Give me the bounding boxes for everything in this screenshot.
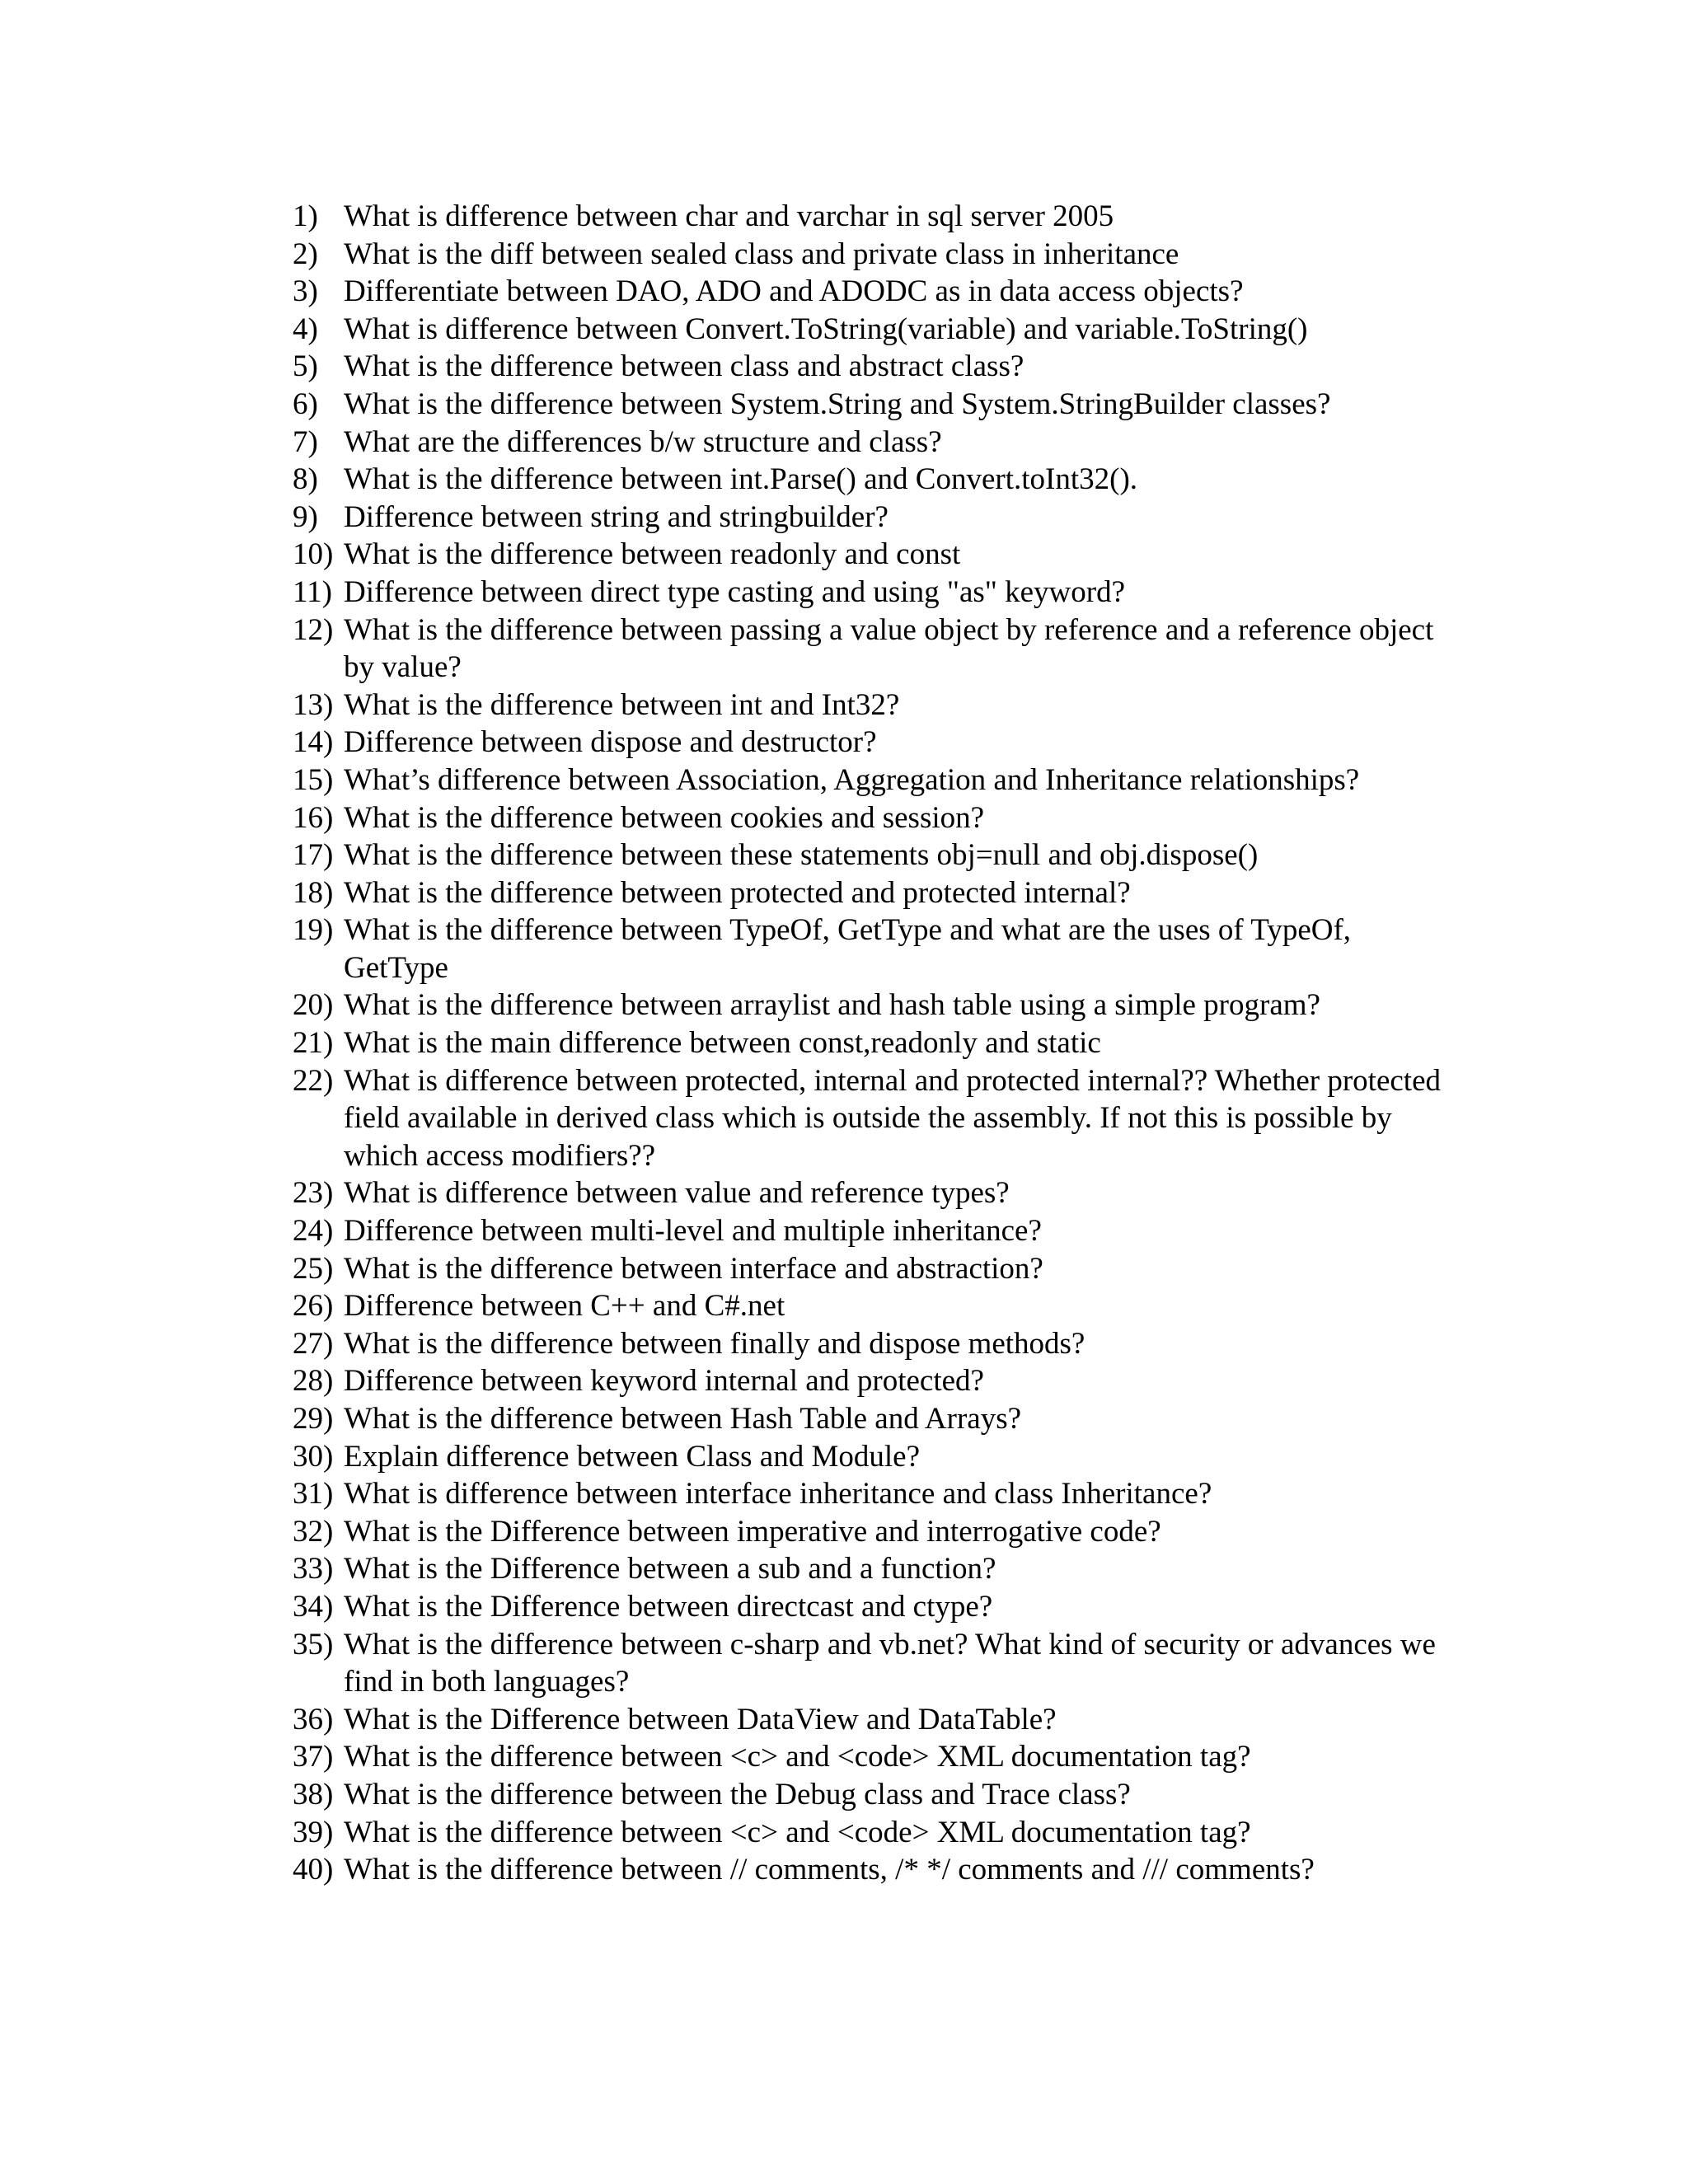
question-item-21 bbox=[293, 1024, 1447, 1062]
question-item-12 bbox=[293, 612, 1447, 687]
question-item-18 bbox=[293, 874, 1447, 912]
question-text: Difference between keyword internal and protected? bbox=[344, 1364, 984, 1399]
question-text: What is the difference between Hash Table and Arrays? bbox=[344, 1402, 1022, 1436]
question-item-27 bbox=[293, 1325, 1447, 1363]
question-text: What is difference between interface inheritance and class Inheritance? bbox=[344, 1477, 1212, 1511]
question-text: What is the difference between <c> and <code> XML documentation tag? bbox=[344, 1740, 1251, 1774]
question-number: 10) bbox=[293, 537, 334, 572]
question-text: What is the difference between passing a value object by reference and a reference object by value? bbox=[344, 612, 1434, 685]
question-item-35 bbox=[293, 1626, 1447, 1701]
question-item-15 bbox=[293, 762, 1447, 799]
question-text: What is the difference between finally and dispose methods? bbox=[344, 1326, 1085, 1361]
question-number: 16) bbox=[293, 800, 334, 835]
question-number: 5) bbox=[293, 349, 318, 384]
question-item-2 bbox=[293, 236, 1447, 274]
question-text: What is the Difference between imperative and interrogative code? bbox=[344, 1514, 1161, 1549]
question-item-31 bbox=[293, 1475, 1447, 1513]
question-item-17 bbox=[293, 837, 1447, 874]
question-number: 39) bbox=[293, 1815, 334, 1849]
question-text: What is difference between Convert.ToString(variable) and variable.ToString() bbox=[344, 312, 1308, 346]
question-item-28 bbox=[293, 1362, 1447, 1400]
question-number: 19) bbox=[293, 913, 334, 948]
question-number: 33) bbox=[293, 1552, 334, 1586]
question-item-10 bbox=[293, 536, 1447, 574]
question-text: What is the Difference between a sub and a function? bbox=[344, 1552, 996, 1586]
question-text: What is the difference between c-sharp and vb.net? What kind of security or advances we find in both languages? bbox=[344, 1627, 1436, 1699]
question-item-8 bbox=[293, 461, 1447, 499]
question-number: 20) bbox=[293, 988, 334, 1023]
question-text: What is difference between value and reference types? bbox=[344, 1176, 1010, 1211]
question-text: Difference between dispose and destructor? bbox=[344, 725, 877, 760]
question-number: 12) bbox=[293, 612, 334, 647]
question-item-3 bbox=[293, 273, 1447, 311]
question-text: What’s difference between Association, Aggregation and Inheritance relationships? bbox=[344, 762, 1360, 797]
question-text: Difference between string and stringbuilder? bbox=[344, 499, 889, 534]
question-item-25 bbox=[293, 1250, 1447, 1288]
question-item-11 bbox=[293, 574, 1447, 612]
question-text: What is the difference between System.String and System.StringBuilder classes? bbox=[344, 387, 1331, 421]
question-item-20 bbox=[293, 987, 1447, 1024]
question-number: 22) bbox=[293, 1063, 334, 1098]
question-number: 36) bbox=[293, 1702, 334, 1736]
question-text: What is difference between char and varchar in sql server 2005 bbox=[344, 199, 1114, 233]
question-number: 18) bbox=[293, 875, 334, 910]
question-text: What is the difference between arraylist and hash table using a simple program? bbox=[344, 988, 1320, 1023]
question-text: What is the difference between TypeOf, GetType and what are the uses of TypeOf, GetType bbox=[344, 913, 1352, 985]
question-text: What is the difference between class and abstract class? bbox=[344, 349, 1025, 384]
question-item-1 bbox=[293, 198, 1447, 236]
question-item-32 bbox=[293, 1513, 1447, 1551]
question-number: 37) bbox=[293, 1740, 334, 1774]
question-item-33 bbox=[293, 1550, 1447, 1588]
question-item-4 bbox=[293, 311, 1447, 349]
question-item-34 bbox=[293, 1588, 1447, 1626]
question-number: 8) bbox=[293, 462, 318, 497]
question-number: 23) bbox=[293, 1176, 334, 1211]
question-item-6 bbox=[293, 386, 1447, 424]
question-item-16 bbox=[293, 799, 1447, 837]
question-text: What are the differences b/w structure and class? bbox=[344, 424, 942, 459]
question-text: What is difference between protected, internal and protected internal?? Whether protected field available in derived class which is outside the assembly. If not this is possible by which access modifiers?? bbox=[344, 1063, 1442, 1173]
question-text: What is the Difference between directcast and ctype? bbox=[344, 1589, 993, 1624]
question-number: 24) bbox=[293, 1214, 334, 1249]
question-text: What is the difference between these statements obj=null and obj.dispose() bbox=[344, 838, 1259, 873]
question-text: What is the difference between cookies and session? bbox=[344, 800, 985, 835]
question-number: 14) bbox=[293, 725, 334, 760]
question-text: What is the difference between // comments, /* */ comments and /// comments? bbox=[344, 1853, 1315, 1887]
question-item-36 bbox=[293, 1701, 1447, 1739]
question-number: 3) bbox=[293, 274, 318, 309]
question-number: 25) bbox=[293, 1251, 334, 1286]
question-item-24 bbox=[293, 1212, 1447, 1250]
question-number: 34) bbox=[293, 1589, 334, 1624]
question-number: 9) bbox=[293, 499, 318, 534]
question-text: Differentiate between DAO, ADO and ADODC as in data access objects? bbox=[344, 274, 1244, 309]
question-item-26 bbox=[293, 1287, 1447, 1325]
question-text: What is the difference between <c> and <code> XML documentation tag? bbox=[344, 1815, 1251, 1849]
question-number: 29) bbox=[293, 1402, 334, 1436]
question-number: 2) bbox=[293, 237, 318, 271]
question-text: What is the difference between readonly and const bbox=[344, 537, 961, 572]
question-text: Difference between multi-level and multiple inheritance? bbox=[344, 1214, 1042, 1249]
question-list bbox=[293, 198, 1447, 1889]
question-number: 28) bbox=[293, 1364, 334, 1399]
question-text: What is the difference between int and Int32? bbox=[344, 687, 900, 722]
question-number: 35) bbox=[293, 1627, 334, 1661]
question-text: What is the Difference between DataView and DataTable? bbox=[344, 1702, 1057, 1736]
question-item-9 bbox=[293, 499, 1447, 537]
question-text: What is the difference between the Debug class and Trace class? bbox=[344, 1777, 1131, 1811]
question-item-5 bbox=[293, 348, 1447, 386]
question-item-37 bbox=[293, 1738, 1447, 1776]
question-text: What is the difference between int.Parse() and Convert.toInt32(). bbox=[344, 462, 1138, 497]
question-text: Difference between C++ and C#.net bbox=[344, 1289, 785, 1324]
question-text: Explain difference between Class and Module? bbox=[344, 1439, 920, 1474]
question-item-38 bbox=[293, 1776, 1447, 1814]
question-text: What is the diff between sealed class and private class in inheritance bbox=[344, 237, 1179, 271]
question-item-22 bbox=[293, 1062, 1447, 1175]
question-text: What is the difference between interface and abstraction? bbox=[344, 1251, 1043, 1286]
question-number: 21) bbox=[293, 1026, 334, 1061]
question-number: 26) bbox=[293, 1289, 334, 1324]
question-number: 30) bbox=[293, 1439, 334, 1474]
question-item-13 bbox=[293, 687, 1447, 724]
question-number: 4) bbox=[293, 312, 318, 346]
question-number: 6) bbox=[293, 387, 318, 421]
question-text: What is the difference between protected and protected internal? bbox=[344, 875, 1131, 910]
question-item-29 bbox=[293, 1400, 1447, 1438]
question-item-19 bbox=[293, 912, 1447, 987]
question-item-40 bbox=[293, 1851, 1447, 1889]
question-number: 15) bbox=[293, 762, 334, 797]
question-item-23 bbox=[293, 1174, 1447, 1212]
question-item-39 bbox=[293, 1814, 1447, 1852]
question-number: 38) bbox=[293, 1777, 334, 1811]
question-number: 40) bbox=[293, 1853, 334, 1887]
question-text: Difference between direct type casting and using "as" keyword? bbox=[344, 574, 1125, 609]
question-number: 7) bbox=[293, 424, 318, 459]
question-number: 1) bbox=[293, 199, 318, 233]
question-item-7 bbox=[293, 424, 1447, 462]
question-number: 32) bbox=[293, 1514, 334, 1549]
question-number: 17) bbox=[293, 838, 334, 873]
question-number: 27) bbox=[293, 1326, 334, 1361]
question-number: 11) bbox=[293, 574, 332, 609]
question-item-14 bbox=[293, 724, 1447, 762]
question-number: 13) bbox=[293, 687, 334, 722]
question-item-30 bbox=[293, 1438, 1447, 1476]
question-text: What is the main difference between const,readonly and static bbox=[344, 1026, 1101, 1061]
question-number: 31) bbox=[293, 1477, 334, 1511]
